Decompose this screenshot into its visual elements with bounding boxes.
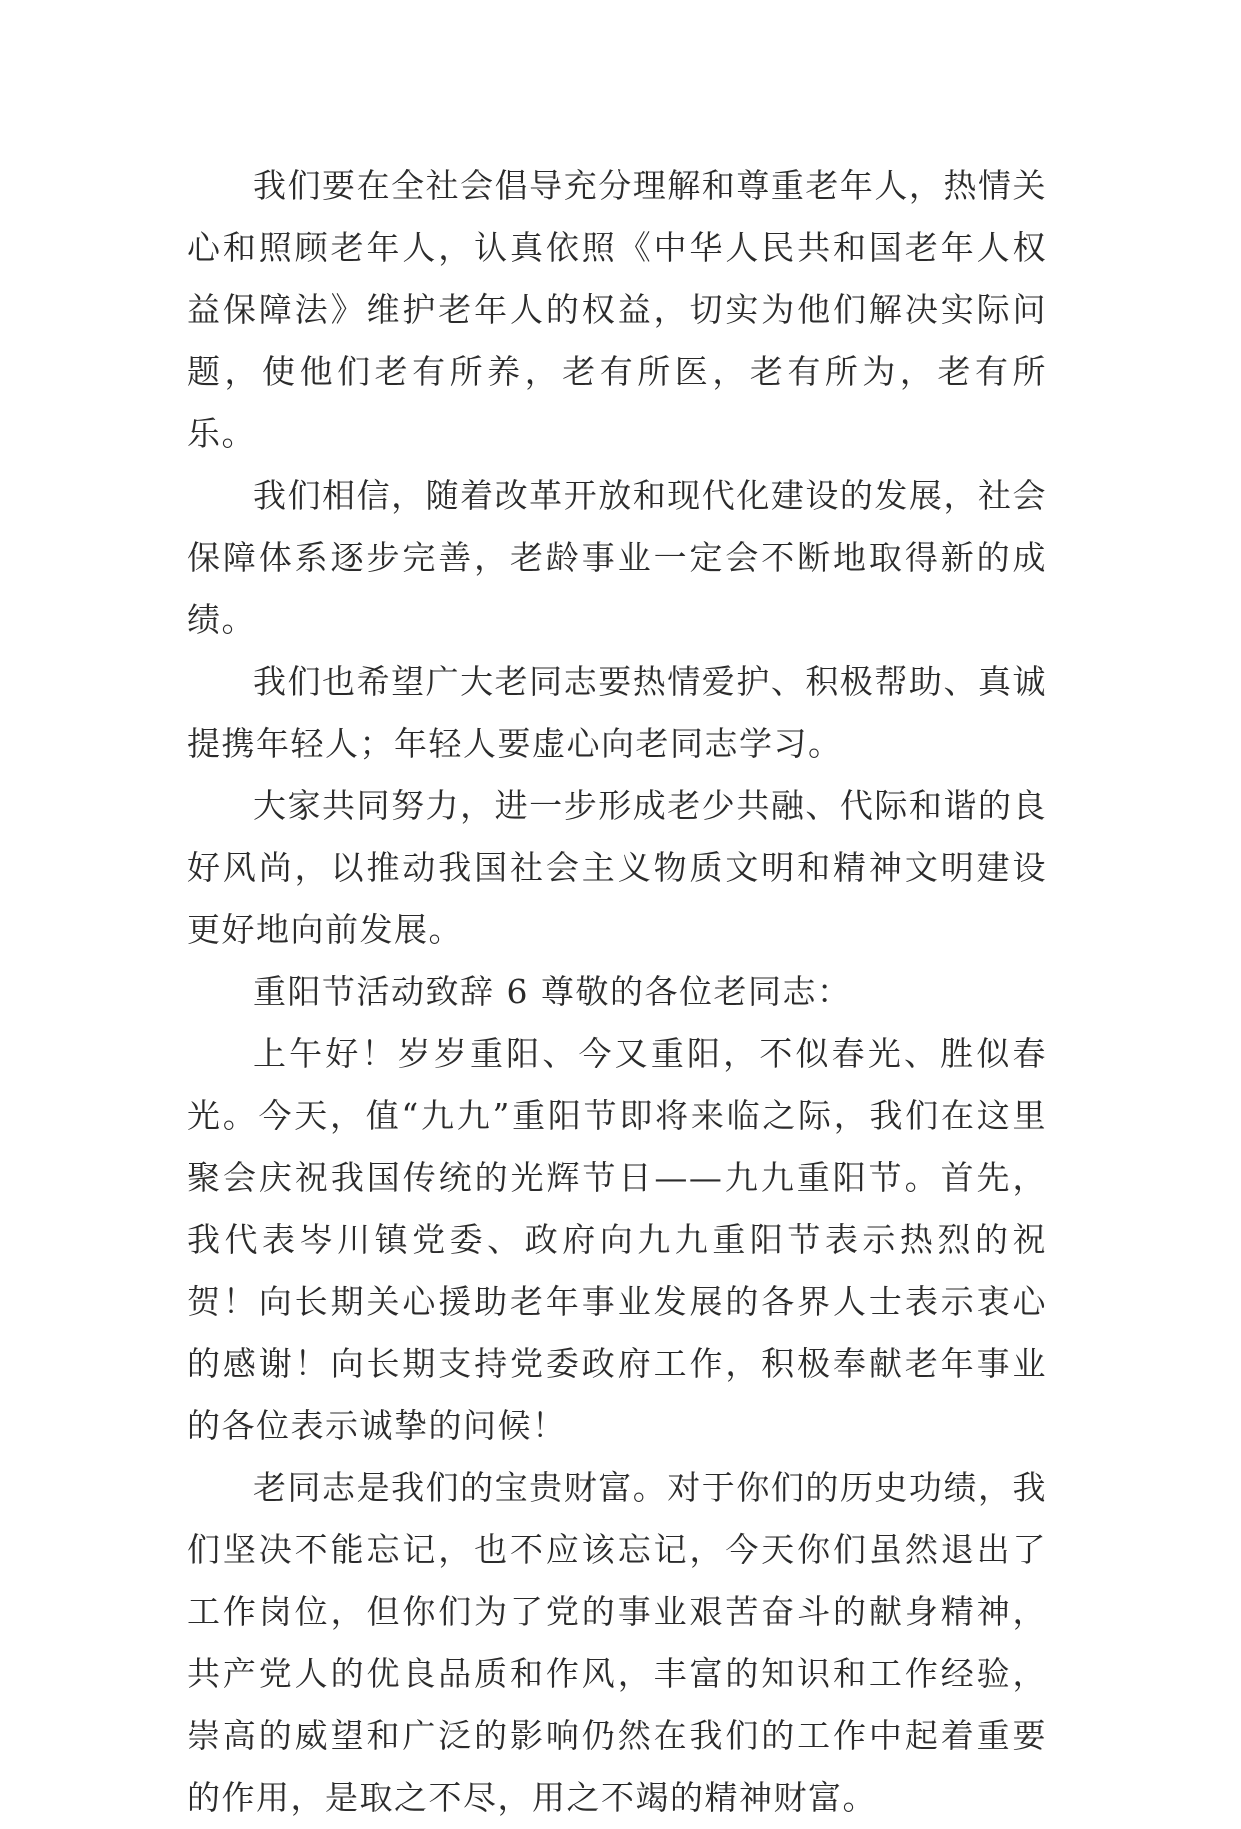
paragraph-joint-effort: 大家共同努力，进一步形成老少共融、代际和谐的良好风尚，以推动我国社会主义物质文明和精神文明建设更好地向前发展。: [187, 786, 1047, 949]
paragraph-respect-elderly: 我们要在全社会倡导充分理解和尊重老年人，热情关心和照顾老年人，认真依照《中华人民共和国老年人权益保障法》维护老年人的权益，切实为他们解决实际问题，使他们老有所养，老有所医，老有所为，老有所乐。: [187, 166, 1047, 453]
document-body: [187, 155, 1047, 1829]
paragraph-help-young: 我们也希望广大老同志要热情爱护、积极帮助、真诚提携年轻人；年轻人要虚心向老同志学习。: [187, 662, 1047, 763]
paragraph-greeting: 上午好！岁岁重阳、今又重阳，不似春光、胜似春光。今天，值“九九”重阳节即将来临之际，我们在这里聚会庆祝我国传统的光辉节日——九九重阳节。首先，我代表岑川镇党委、政府向九九重阳节表示热烈的祝贺！向长期关心援助老年事业发展的各界人士表示衷心的感谢！向长期支持党委政府工作，积极奉献老年事业的各位表示诚挚的问候！: [187, 1034, 1047, 1445]
paragraph-valuable-wealth: 老同志是我们的宝贵财富。对于你们的历史功绩，我们坚决不能忘记，也不应该忘记，今天你们虽然退出了工作岗位，但你们为了党的事业艰苦奋斗的献身精神，共产党人的优良品质和作风，丰富的知识和工作经验，崇高的威望和广泛的影响仍然在我们的工作中起着重要的作用，是取之不尽，用之不竭的精神财富。: [187, 1468, 1047, 1817]
paragraph-speech-heading: 重阳节活动致辞 6 尊敬的各位老同志：: [253, 972, 852, 1011]
paragraph-reform-development: 我们相信，随着改革开放和现代化建设的发展，社会保障体系逐步完善，老龄事业一定会不断地取得新的成绩。: [187, 476, 1047, 639]
